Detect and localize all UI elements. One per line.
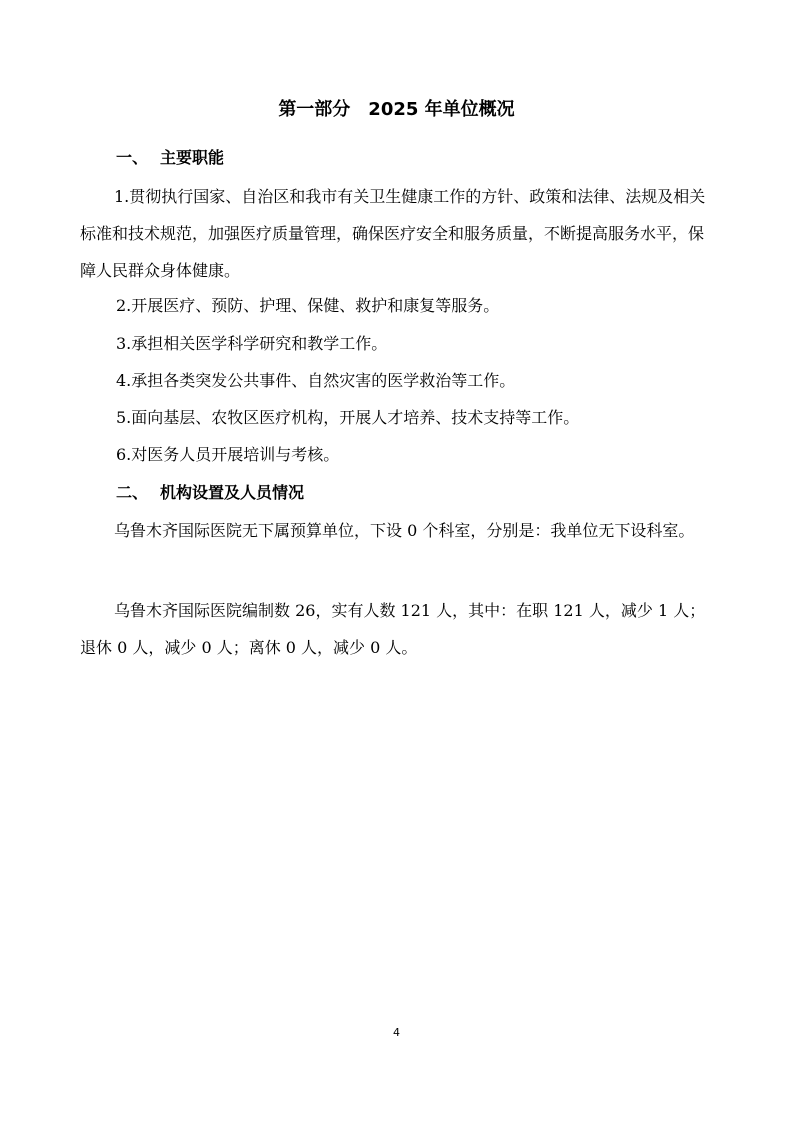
- function-item-3: 3.承担相关医学科学研究和教学工作。: [116, 334, 388, 353]
- section-title: 主要职能: [160, 148, 225, 167]
- section-heading-main-functions: [116, 146, 224, 170]
- function-item-1: 1.贯彻执行国家、自治区和我市有关卫生健康工作的方针、政策和法律、法规及相关标准和技术规范，加强医疗质量管理，确保医疗安全和服务质量，不断提高服务水平，保障人民群众身体健康。: [80, 187, 706, 280]
- page-title: 第一部分 2025 年单位概况: [278, 99, 515, 120]
- staffing-paragraph: 乌鲁木齐国际医院编制数 26，实有人数 121 人，其中：在职 121 人，减少 1 人；退休 0 人，减少 0 人；离休 0 人，减少 0 人。: [80, 601, 706, 657]
- section-number: 一、: [116, 148, 149, 167]
- section-heading-organization: [116, 481, 304, 505]
- function-item-6: 6.对医务人员开展培训与考核。: [116, 445, 340, 464]
- function-item-4: 4.承担各类突发公共事件、自然灾害的医学救治等工作。: [116, 371, 516, 390]
- section-number: 二、: [116, 483, 149, 502]
- section-title: 机构设置及人员情况: [160, 483, 305, 502]
- organization-paragraph: 乌鲁木齐国际医院无下属预算单位，下设 0 个科室，分别是：我单位无下设科室。: [114, 521, 695, 540]
- function-item-2: 2.开展医疗、预防、护理、保健、救护和康复等服务。: [116, 296, 500, 315]
- function-item-5: 5.面向基层、农牧区医疗机构，开展人才培养、技术支持等工作。: [116, 408, 580, 427]
- page-number: 4: [393, 1026, 400, 1039]
